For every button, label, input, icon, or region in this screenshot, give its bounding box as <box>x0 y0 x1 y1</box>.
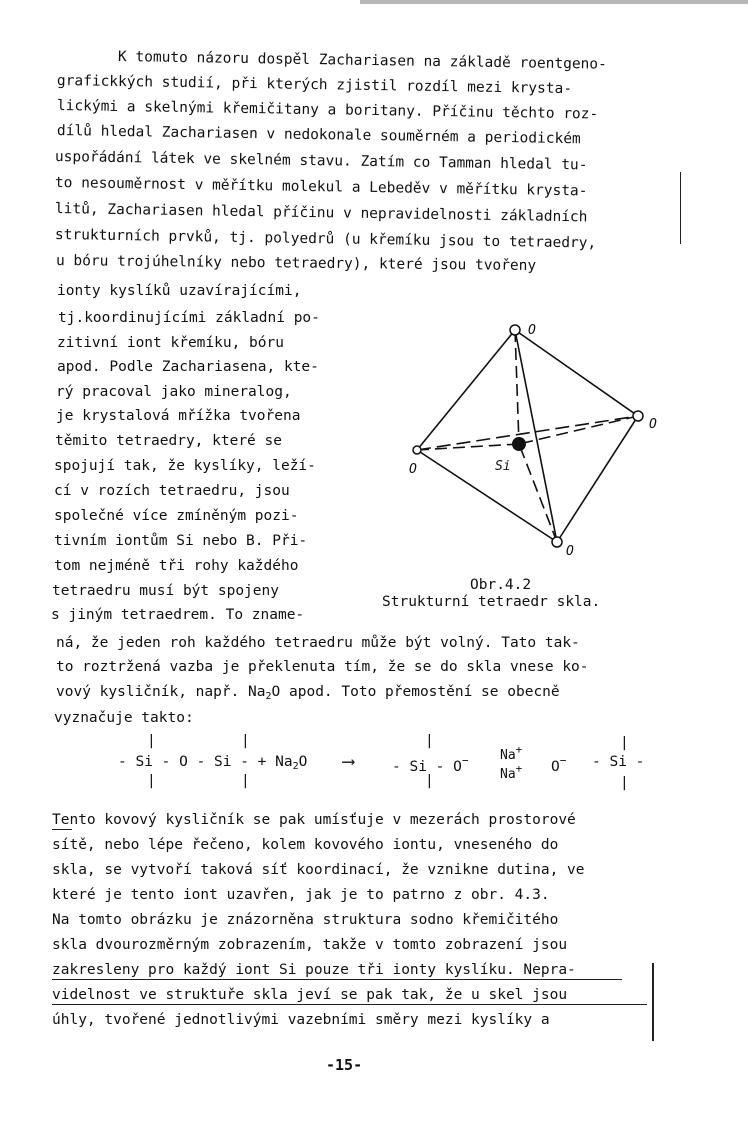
text-line: u bóru trojúhelníky nebo tetraedry), které jsou tvořeny <box>55 253 537 275</box>
bond-bottom <box>519 444 557 542</box>
equation-right-b: - Si - <box>592 754 645 770</box>
label-center: Si <box>495 459 511 474</box>
bond-mark: | <box>425 733 434 749</box>
text-line: rý pracoval jako mineralog, <box>56 384 292 400</box>
text-line: grafickkých studií, při kterých zjistil rozdíl mezi krysta- <box>56 73 573 98</box>
equation-right-a: - Si - O− <box>392 754 469 775</box>
oxygen-atom-left <box>413 446 421 454</box>
oxygen-atom-bottom <box>552 537 562 547</box>
oxygen-atom-top <box>510 325 520 335</box>
text-line: zakresleny pro každý iont Si pouze tři ionty kyslíku. Nepra- <box>52 962 576 978</box>
text-line: skla, se vytvoří taková síť koordinací, že vznikne dutina, ve <box>52 862 585 878</box>
text-line: apod. Podle Zachariasena, kte- <box>57 359 319 375</box>
figure-number: Obr.4.2 <box>470 577 532 593</box>
underline-mark <box>52 1004 647 1005</box>
text-line: cí v rozích tetraedru, jsou <box>54 483 290 499</box>
text-line: uspořádání látek ve skelném stavu. Zatím co Tamman hledal tu- <box>54 149 588 174</box>
margin-mark <box>680 172 681 244</box>
bond-left <box>417 444 519 450</box>
text-line: strukturních prvků, tj. polyedrů (u křemíku jsou to tetraedry, <box>54 227 597 252</box>
oxygen-anion: O− <box>551 754 567 775</box>
text-line: sítě, nebo lépe řečeno, kolem kovového iontu, vneseného do <box>52 837 559 853</box>
text-line: Na tomto obrázku je znázorněna struktura sodno křemičitého <box>52 912 559 928</box>
page-number: -15- <box>326 1056 363 1074</box>
text-line: tom nejméně tři rohy každého <box>54 558 299 574</box>
bond-mark: | <box>241 773 250 789</box>
text-line: ná, že jeden roh každého tetraedru může být volný. Tato tak- <box>56 635 580 651</box>
edge-top-bottom <box>515 330 557 542</box>
text-line: s jiným tetraedrem. To zname- <box>51 607 305 623</box>
text-line: tj.koordinujícími základní po- <box>58 310 320 326</box>
text-line: zitivní iont křemíku, bóru <box>57 335 284 351</box>
label-left: O <box>409 462 417 477</box>
text-line: to nesouměrnost v měřítku molekul a Lebeděv v měřítku krysta- <box>54 175 588 200</box>
bond-mark: | <box>620 735 629 751</box>
text-line: Tento kovový kysličník se pak umísťuje v mezerách prostorové <box>52 812 576 828</box>
bond-mark: | <box>241 733 250 749</box>
text-line: dílů hledal Zachariasen v nedokonale souměrném a periodickém <box>56 123 581 148</box>
text-line: těmito tetraedry, které se <box>55 433 282 449</box>
edge-left-right-hidden <box>417 416 638 450</box>
oxygen-atom-right <box>633 411 643 421</box>
reaction-arrow: ⟶ <box>343 751 354 772</box>
text-line: to roztržená vazba je překlenuta tím, že se do skla vnese ko- <box>56 659 589 675</box>
text-line: spojují tak, že kyslíky, leží- <box>54 458 316 474</box>
edge-right-bottom <box>557 416 638 542</box>
text-line: lickými a skelnými křemičitany a boritany. Příčinu těchto roz- <box>56 98 599 123</box>
sodium-bottom: Na+ <box>500 762 523 782</box>
text-line: společné více zmíněným pozi- <box>54 508 299 524</box>
text-line: je krystalová mřížka tvořena <box>56 408 301 424</box>
label-right: O <box>649 417 657 432</box>
label-top: O <box>528 323 536 338</box>
text-line: litů, Zachariasen hledal příčinu v nepravidelnosti základních <box>54 201 588 226</box>
bond-mark: | <box>147 773 156 789</box>
text-line: ionty kyslíků uzavírajícími, <box>57 283 302 299</box>
equation-left: - Si - O - Si - + $Na_2O$ <box>118 754 308 772</box>
text-line: K tomuto názoru dospěl Zachariasen na základě roentgeno- <box>117 49 607 73</box>
margin-mark <box>652 963 654 1041</box>
text-line: úhly, tvořené jednotlivými vazebními směry mezi kyslíky a <box>52 1012 550 1028</box>
text-line: tetraedru musí být spojeny <box>52 583 279 599</box>
scan-edge-shadow <box>360 0 748 4</box>
label-bottom: O <box>566 544 574 559</box>
silicon-atom-center <box>512 437 526 451</box>
bond-mark: | <box>620 775 629 791</box>
underline-mark <box>52 829 72 830</box>
figure-caption: Strukturní tetraedr skla. <box>382 594 601 610</box>
edge-left-bottom <box>417 450 557 542</box>
text-line: videlnost ve struktuře skla jeví se pak tak, že u skel jsou <box>52 987 568 1003</box>
sodium-top: Na+ <box>500 743 523 763</box>
tetrahedron-figure <box>395 310 675 570</box>
bond-mark: | <box>147 733 156 749</box>
text-line: které je tento iont uzavřen, jak je to patrno z obr. 4.3. <box>52 887 550 903</box>
edge-top-right <box>515 330 638 416</box>
text-line: skla dvourozměrným zobrazením, takže v tomto zobrazení jsou <box>52 937 568 953</box>
bond-mark: | <box>425 773 434 789</box>
underline-mark <box>52 979 622 980</box>
edge-top-left <box>417 330 515 450</box>
text-line: vyznačuje takto: <box>54 710 194 726</box>
text-line: tivním iontům Si nebo B. Při- <box>54 533 308 549</box>
text-line: vový kysličník, např. $Na_2O$ apod. Toto přemostění se obecně <box>56 684 560 702</box>
